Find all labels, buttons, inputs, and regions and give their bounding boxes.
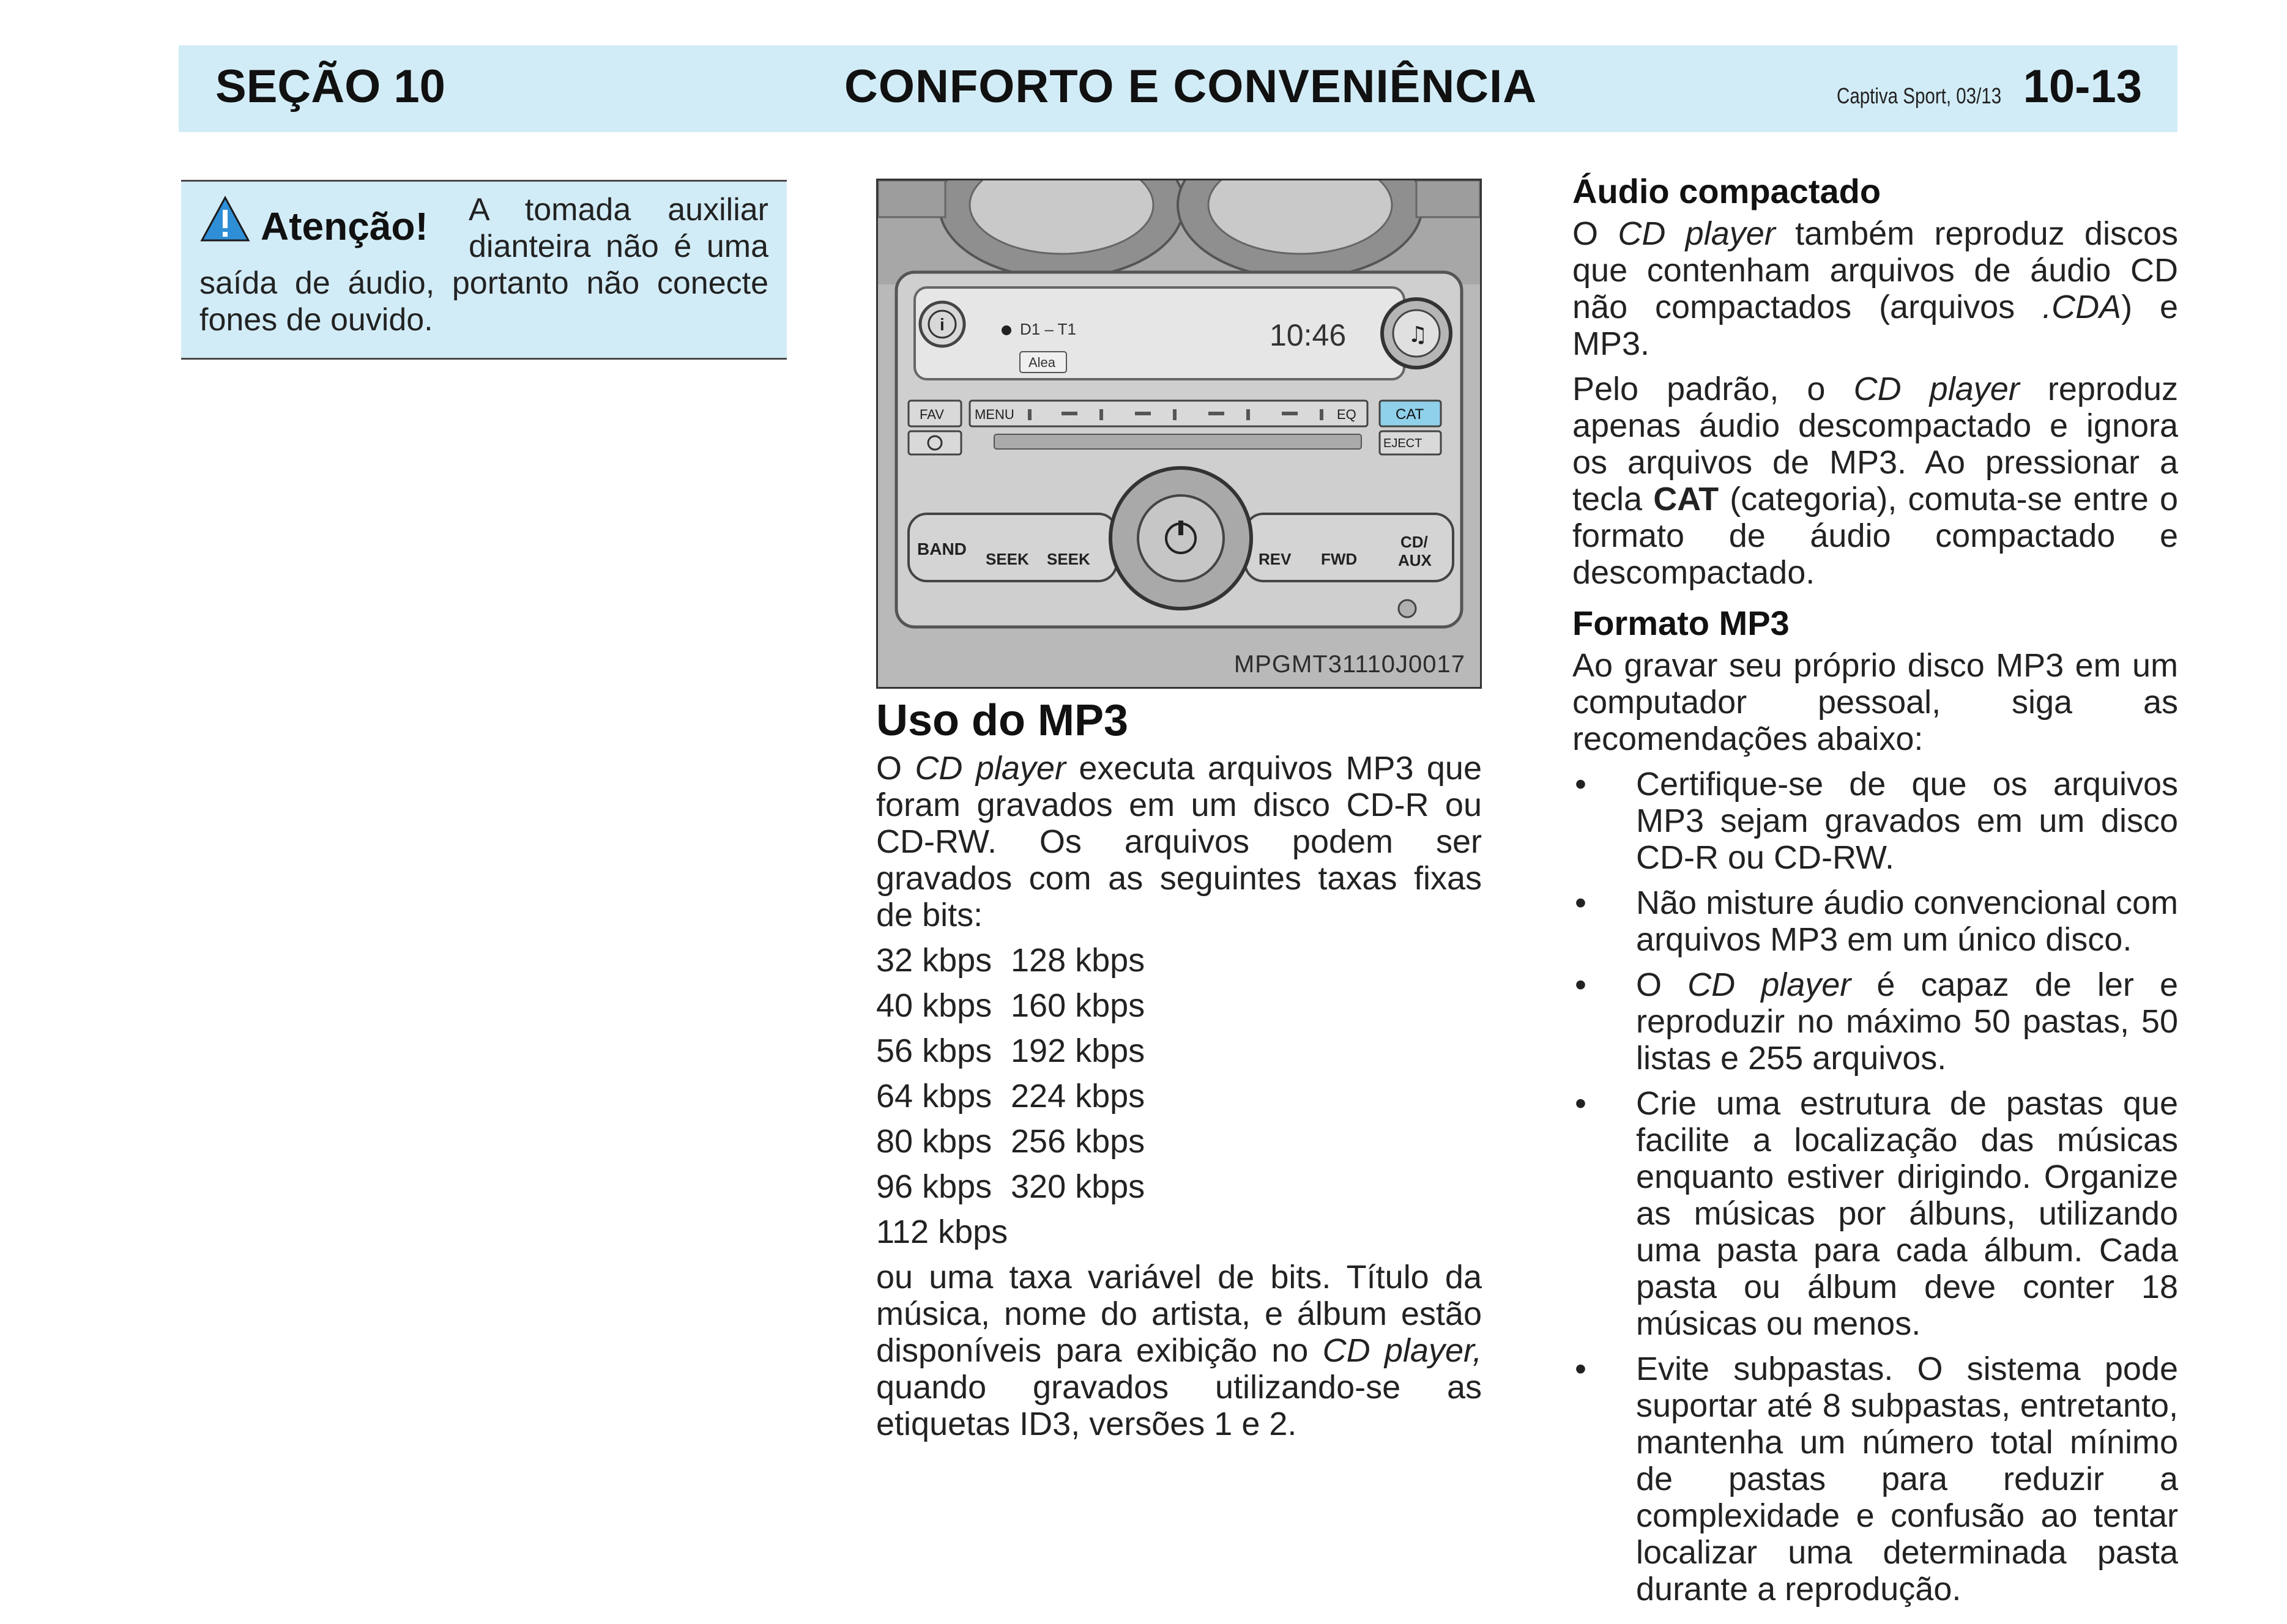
warning-text [199,191,768,338]
radio-panel-illustration [878,180,1480,687]
fwd-key: FWD [1321,550,1358,568]
fav-key: FAV [920,407,944,422]
mp3-outro: ou uma taxa variável de bits. Título da música, nome do artista, e álbum estão disponíveis para exibição no CD player, quando gravados utilizando-se as etiquetas ID3, versões 1 e 2. [876,1259,1482,1442]
cd-key: CD/ [1400,533,1428,551]
eject-key: EJECT [1383,437,1422,450]
bitrate-row: 80 kbps 256 kbps [876,1123,1145,1160]
section-title: CONFORTO E CONVENIÊNCIA [844,61,1538,113]
bitrate-row: 40 kbps 160 kbps [876,987,1145,1024]
warning-box [181,180,787,360]
section-number: SEÇÃO 10 [215,61,445,113]
bitrate-row: 64 kbps 224 kbps [876,1078,1145,1114]
seek-forward-key: SEEK [1047,550,1090,568]
compact-audio-heading: Áudio compactado [1572,172,1881,210]
display-time: 10:46 [1270,318,1347,352]
bitrate-row: 56 kbps 192 kbps [876,1033,1145,1069]
manual-edition: Captiva Sport, 03/13 [1837,83,2002,108]
bitrate-row: 96 kbps 320 kbps [876,1168,1145,1205]
aux-key: AUX [1398,551,1432,569]
list-item: • Não misture áudio convencional com arquivos MP3 em um único disco. [1575,884,2178,958]
page-header [179,45,2177,132]
mp3-usage-section [876,691,1482,1451]
rev-key: REV [1259,550,1292,568]
page-number: 10-13 [2023,61,2142,113]
eq-key: EQ [1337,407,1356,422]
warning-label: Atenção! [261,204,428,248]
display-random: Alea [1028,355,1056,370]
list-item: • Crie uma estrutura de pastas que facilite a localização das músicas enquanto estiver dirigindo. Organize as músicas por álbuns, utilizando uma pasta para cada álbum. Cada pasta ou álbum deve conter 18 músicas ou menos. [1575,1085,2178,1342]
list-item: • O CD player é capaz de ler e reproduzir no máximo 50 pastas, 50 listas e 255 arquivos. [1575,966,2178,1077]
radio-panel-figure [876,179,1482,689]
seek-back-key: SEEK [986,550,1029,568]
svg-text:i: i [940,315,945,334]
display-track: D1 – T1 [1020,320,1077,338]
right-column [1572,168,2178,1616]
menu-key: MENU [975,407,1014,422]
list-item: • Evite subpastas. O sistema pode suportar até 8 subpastas, entretanto, mantenha um número total mínimo de pastas para reduzir a complexidade e confusão ao tentar localizar uma determinada pasta durante a reprodução. [1575,1351,2178,1607]
bitrate-row: 32 kbps 128 kbps [876,942,1145,979]
mp3-intro: O CD player executa arquivos MP3 que foram gravados em um disco CD-R ou CD-RW. Os arquivos podem ser gravados com as seguintes taxas fixas de bits: [876,750,1482,933]
mp3-format-list [1572,766,2178,1607]
band-key: BAND [917,539,967,558]
compact-audio-p1: O CD player também reproduz discos que contenham arquivos de áudio CD não compactados (arquivos .CDA) e MP3. [1572,215,2178,362]
bitrate-row: 112 kbps [876,1214,1008,1250]
mp3-format-heading: Formato MP3 [1572,604,1790,642]
list-item: • Certifique-se de que os arquivos MP3 sejam gravados em um disco CD-R ou CD-RW. [1575,766,2178,876]
warning-body: A tomada auxiliar dianteira não é uma saída de áudio, portanto não conecte fones de ouvido. [199,192,768,338]
compact-audio-p2: Pelo padrão, o CD player reproduz apenas áudio descompactado e ignora os arquivos de MP3. Ao pressionar a tecla CAT (categoria), comuta-se entre o formato de áudio compactado e descompactado. [1572,371,2178,591]
cat-key: CAT [1396,406,1424,423]
bitrate-list [876,942,1482,1259]
svg-text:♫: ♫ [1408,322,1428,347]
mp3-format-intro: Ao gravar seu próprio disco MP3 em um computador pessoal, siga as recomendações abaixo: [1572,647,2178,757]
figure-code: MPGMT31110J0017 [1233,651,1465,678]
mp3-heading: Uso do MP3 [876,696,1129,745]
